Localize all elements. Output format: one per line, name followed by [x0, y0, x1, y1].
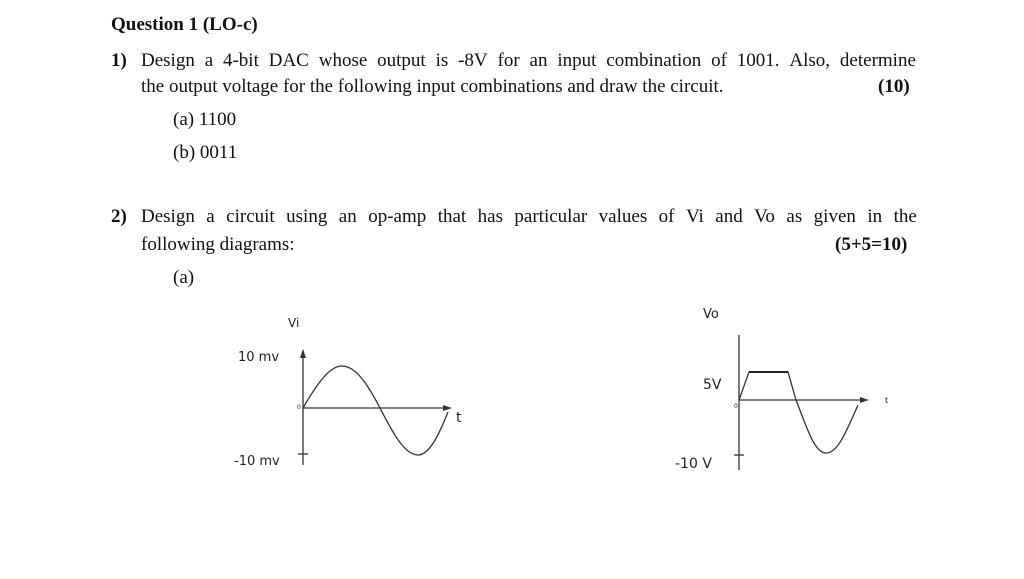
word: particular	[514, 206, 588, 227]
word: an	[529, 50, 548, 71]
word: an	[338, 206, 357, 227]
vi-axis-label: Vi	[288, 316, 300, 330]
word: of	[658, 206, 675, 227]
q1-option-b: (b) 0011	[173, 142, 238, 163]
vo-time-label: t	[885, 396, 889, 405]
q2-text-line2: following diagrams:	[141, 234, 295, 255]
vi-max-label: 10 mv	[238, 350, 280, 365]
vo-x-arrow	[860, 397, 869, 403]
word: of	[711, 50, 727, 71]
vi-min-label: -10 mv	[234, 454, 280, 469]
word: circuit	[226, 206, 275, 227]
q1-number: 1)	[111, 50, 127, 71]
word: the	[893, 206, 917, 227]
word: Also,	[789, 50, 831, 71]
vi-time-label: t	[456, 410, 462, 426]
word: combination	[606, 50, 702, 71]
q1-option-a: (a) 1100	[173, 109, 237, 130]
word: using	[286, 206, 328, 227]
word: Vi	[685, 206, 704, 227]
word: given	[813, 206, 856, 227]
word: for	[497, 50, 520, 71]
word: determine	[839, 50, 916, 71]
vo-min-label: -10 V	[675, 456, 712, 472]
q2-marks: (5+5=10)	[835, 234, 908, 255]
word: input	[557, 50, 597, 71]
word: in	[867, 206, 883, 227]
vi-origin-label: 0	[297, 404, 301, 411]
word: output	[377, 50, 426, 71]
vo-clipped-curve	[739, 372, 858, 453]
q2-number: 2)	[111, 206, 127, 227]
word: whose	[318, 50, 368, 71]
word: as	[786, 206, 803, 227]
word: Design	[141, 50, 195, 71]
word: DAC	[268, 50, 309, 71]
word: and	[715, 206, 743, 227]
word: 4-bit	[222, 50, 259, 71]
word: values	[598, 206, 648, 227]
vo-origin-label: 0	[734, 403, 738, 410]
word: a	[206, 206, 215, 227]
q2-part-a: (a)	[173, 267, 195, 288]
word: Vo	[754, 206, 775, 227]
vo-max-label: 5V	[703, 377, 722, 393]
word: is	[435, 50, 449, 71]
word: op-amp	[368, 206, 427, 227]
q1-text-line2: the output voltage for the following input combinations and draw the circuit.	[141, 76, 724, 97]
word: -8V	[458, 50, 488, 71]
question-heading: Question 1 (LO-c)	[111, 14, 258, 35]
word: a	[204, 50, 214, 71]
word: has	[477, 206, 503, 227]
word: Design	[141, 206, 195, 227]
word: that	[437, 206, 467, 227]
vo-axis-label: Vo	[703, 307, 719, 322]
word: 1001.	[736, 50, 780, 71]
q1-marks: (10)	[878, 76, 910, 97]
